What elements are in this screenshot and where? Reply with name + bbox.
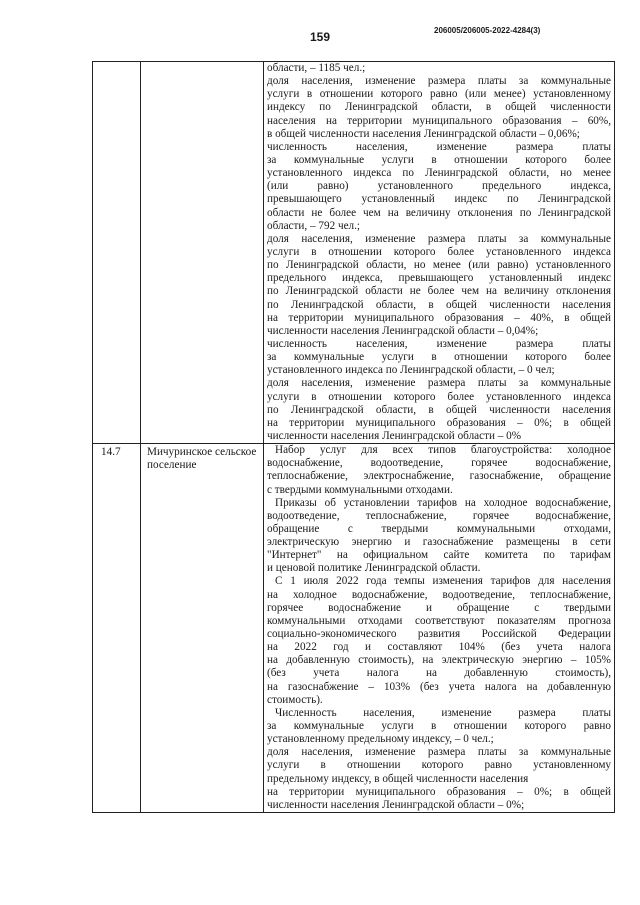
row-number-cell	[93, 444, 141, 813]
text-line: численности населения Ленинградской области – 0%;	[267, 798, 525, 811]
text-line: теплоснабжение, электроснабжение, газоснабжение, обращение	[267, 470, 611, 483]
text-line: доля населения, изменение размера платы за коммунальные	[267, 75, 611, 88]
table-row	[93, 62, 615, 444]
settlement-name: Мичуринское сельское поселение	[147, 446, 257, 472]
text-line: по Ленинградской области не более чем на величину отклонения	[267, 285, 611, 298]
row-number: 14.7	[101, 446, 121, 459]
text-line: водоотведение, теплоснабжение, горячее водоснабжение,	[267, 509, 611, 522]
text-line: установленного индекса по Ленинградской области, – 0 чел;	[267, 364, 555, 377]
text-line: превышающего установленный индекс по Ленинградской	[267, 193, 611, 206]
settlement-name-cell	[141, 62, 264, 444]
description-cell	[264, 444, 615, 813]
text-line: предельного индекса, превышающего установленный индекс	[267, 272, 611, 285]
text-line: доля населения, изменение размера платы за коммунальные	[267, 232, 611, 245]
text-line: по Ленинградской области, в общей численности населения	[267, 403, 611, 416]
text-line: предельному индексу, в общей численности населения	[267, 772, 529, 785]
text-line: коммунальными отходами соответствуют показателям прогноза	[267, 614, 611, 627]
text-line: и ценовой политике Ленинградской области.	[267, 562, 481, 575]
text-line: численность населения, изменение размера платы	[267, 337, 611, 350]
text-line: на территории муниципального образования – 40%, в общей	[267, 311, 611, 324]
text-line: "Интернет" на официальном сайте комитета по тарифам	[267, 549, 611, 562]
text-line: на территории муниципального образования – 0%; в общей	[267, 416, 611, 429]
text-line: стоимость).	[267, 693, 323, 706]
text-line: на 2022 год и составляют 104% (без учета налога	[267, 641, 611, 654]
text-line: численности населения Ленинградской области – 0,04%;	[267, 324, 539, 337]
description-text	[264, 62, 614, 443]
text-line: Численность населения, изменение размера платы	[275, 706, 611, 719]
text-line: услуги в отношении которого равно (или менее) установленному	[267, 88, 611, 101]
document-table	[92, 61, 615, 813]
text-line: услуги в отношении которого более установленного индекса	[267, 245, 611, 258]
text-line: обращение с твердыми коммунальными отходами,	[267, 522, 611, 535]
text-line: области, – 792 чел.;	[267, 219, 361, 232]
text-line: установленного индекса по Ленинградской области, но менее	[267, 167, 611, 180]
text-line: электрическую энергию и газоснабжение размещены в сети	[267, 536, 611, 549]
text-line: водоснабжение, водоотведение, горячее водоснабжение,	[267, 457, 611, 470]
description-cell	[264, 62, 615, 444]
text-line: за коммунальные услуги в отношении которого равно	[267, 720, 611, 733]
description-text	[264, 444, 614, 812]
settlement-name	[141, 62, 263, 64]
text-line: области, – 1185 чел.;	[267, 62, 366, 74]
text-line: за коммунальные услуги в отношении которого более	[267, 153, 611, 166]
text-line: Набор услуг для всех типов благоустройства: холодное	[275, 444, 611, 457]
text-line: (без учета налога на добавленную стоимость),	[267, 667, 611, 680]
table-row	[93, 444, 615, 813]
text-line: области не более чем на величину отклонения по Ленинградской	[267, 206, 611, 219]
text-line: доля населения, изменение размера платы за коммунальные	[267, 746, 611, 759]
text-line: численность населения, изменение размера платы	[267, 140, 611, 153]
text-line: на холодное водоснабжение, водоотведение, теплоснабжение,	[267, 588, 611, 601]
text-line: горячее водоснабжение и обращение с твердыми	[267, 601, 611, 614]
text-line: на территории муниципального образования – 0%; в общей	[267, 785, 611, 798]
text-line: социально-экономического развития Российской Федерации	[267, 628, 611, 641]
text-line: (или равно) установленного предельного индекса,	[267, 180, 611, 193]
text-line: на добавленную стоимость), на электрическую энергию – 105%	[267, 654, 611, 667]
row-number-cell	[93, 62, 141, 444]
text-line: индексу по Ленинградской области, в общей численности	[267, 101, 611, 114]
text-line: в общей численности населения Ленинградской области – 0,06%;	[267, 127, 580, 140]
text-line: услуги в отношении которого более установленного индекса	[267, 390, 611, 403]
text-line: С 1 июля 2022 года темпы изменения тарифов для населения	[275, 575, 611, 588]
text-line: населения на территории муниципального образования – 60%,	[267, 114, 611, 127]
text-line: за коммунальные услуги в отношении которого более	[267, 351, 611, 364]
text-line: установленному предельному индексу, – 0 чел.;	[267, 733, 494, 746]
text-line: на газоснабжение – 103% (без учета налога на добавленную	[267, 680, 611, 693]
text-line: по Ленинградской области, в общей численности населения	[267, 298, 611, 311]
settlement-name-cell	[141, 444, 264, 813]
text-line: численности населения Ленинградской области – 0%	[267, 429, 522, 442]
text-line: Приказы об установлении тарифов на холодное водоснабжение,	[275, 496, 611, 509]
text-line: по Ленинградской области, но менее (или равно) установленного	[267, 259, 611, 272]
text-line: с твердыми коммунальными отходами.	[267, 483, 453, 496]
text-line: доля населения, изменение размера платы за коммунальные	[267, 377, 611, 390]
document-code: 206005/206005-2022-4284(3)	[434, 26, 541, 35]
row-number	[93, 62, 140, 64]
page-number: 159	[309, 30, 331, 44]
text-line: услуги в отношении которого равно установленному	[267, 759, 611, 772]
